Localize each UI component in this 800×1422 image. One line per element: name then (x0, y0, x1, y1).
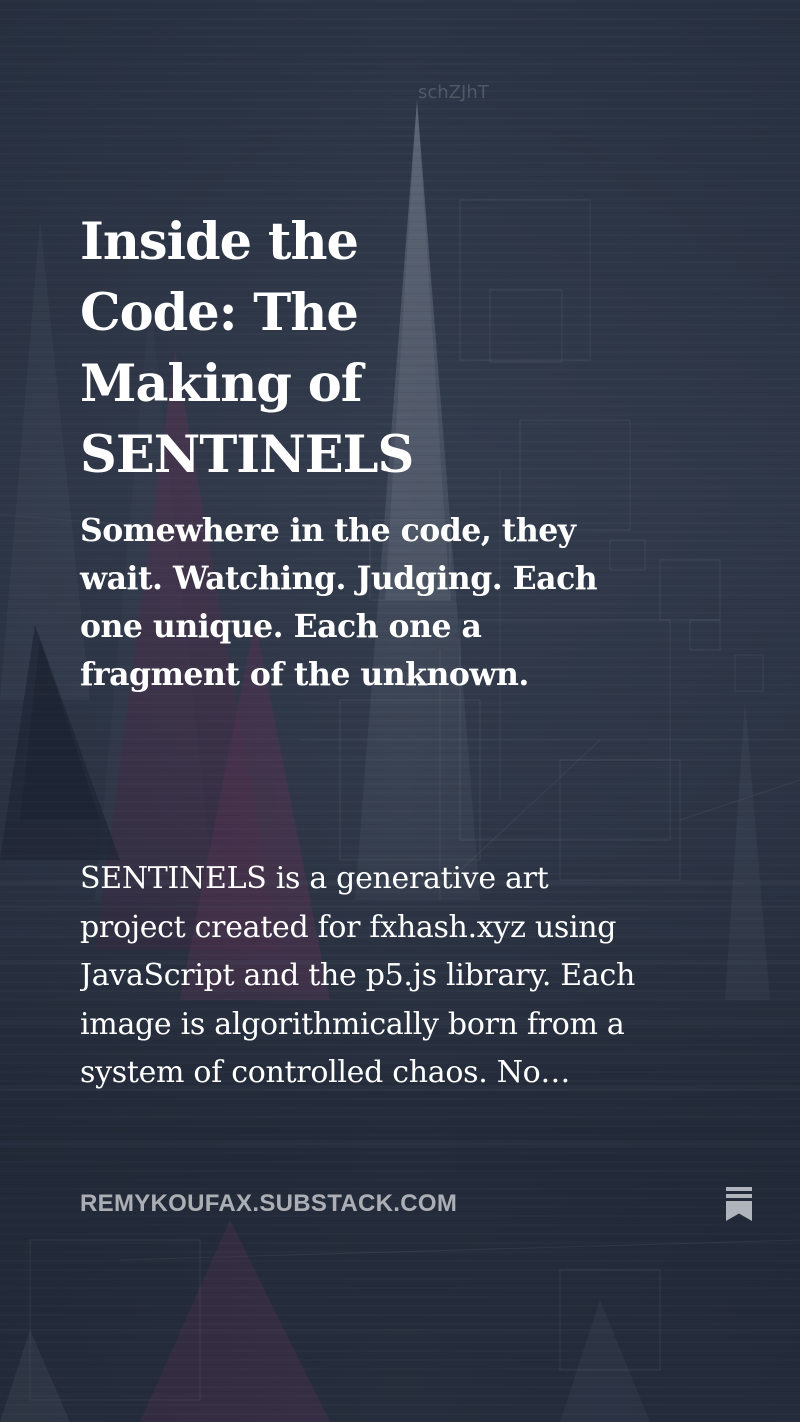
publication-domain[interactable]: REMYKOUFAX.SUBSTACK.COM (80, 1190, 458, 1217)
bookmark-icon[interactable] (718, 1184, 760, 1226)
post-title[interactable]: Inside the Code: The Making of SENTINELS (80, 212, 414, 485)
post-excerpt: SENTINELS is a generative art project created for fxhash.xyz using JavaScript and the p5.js library. Each image is algorithmically born from a system of controlled chaos. No… (80, 861, 636, 1090)
post-subtitle: Somewhere in the code, they wait. Watching. Judging. Each one unique. Each one a fragment of the unknown. (80, 512, 598, 693)
